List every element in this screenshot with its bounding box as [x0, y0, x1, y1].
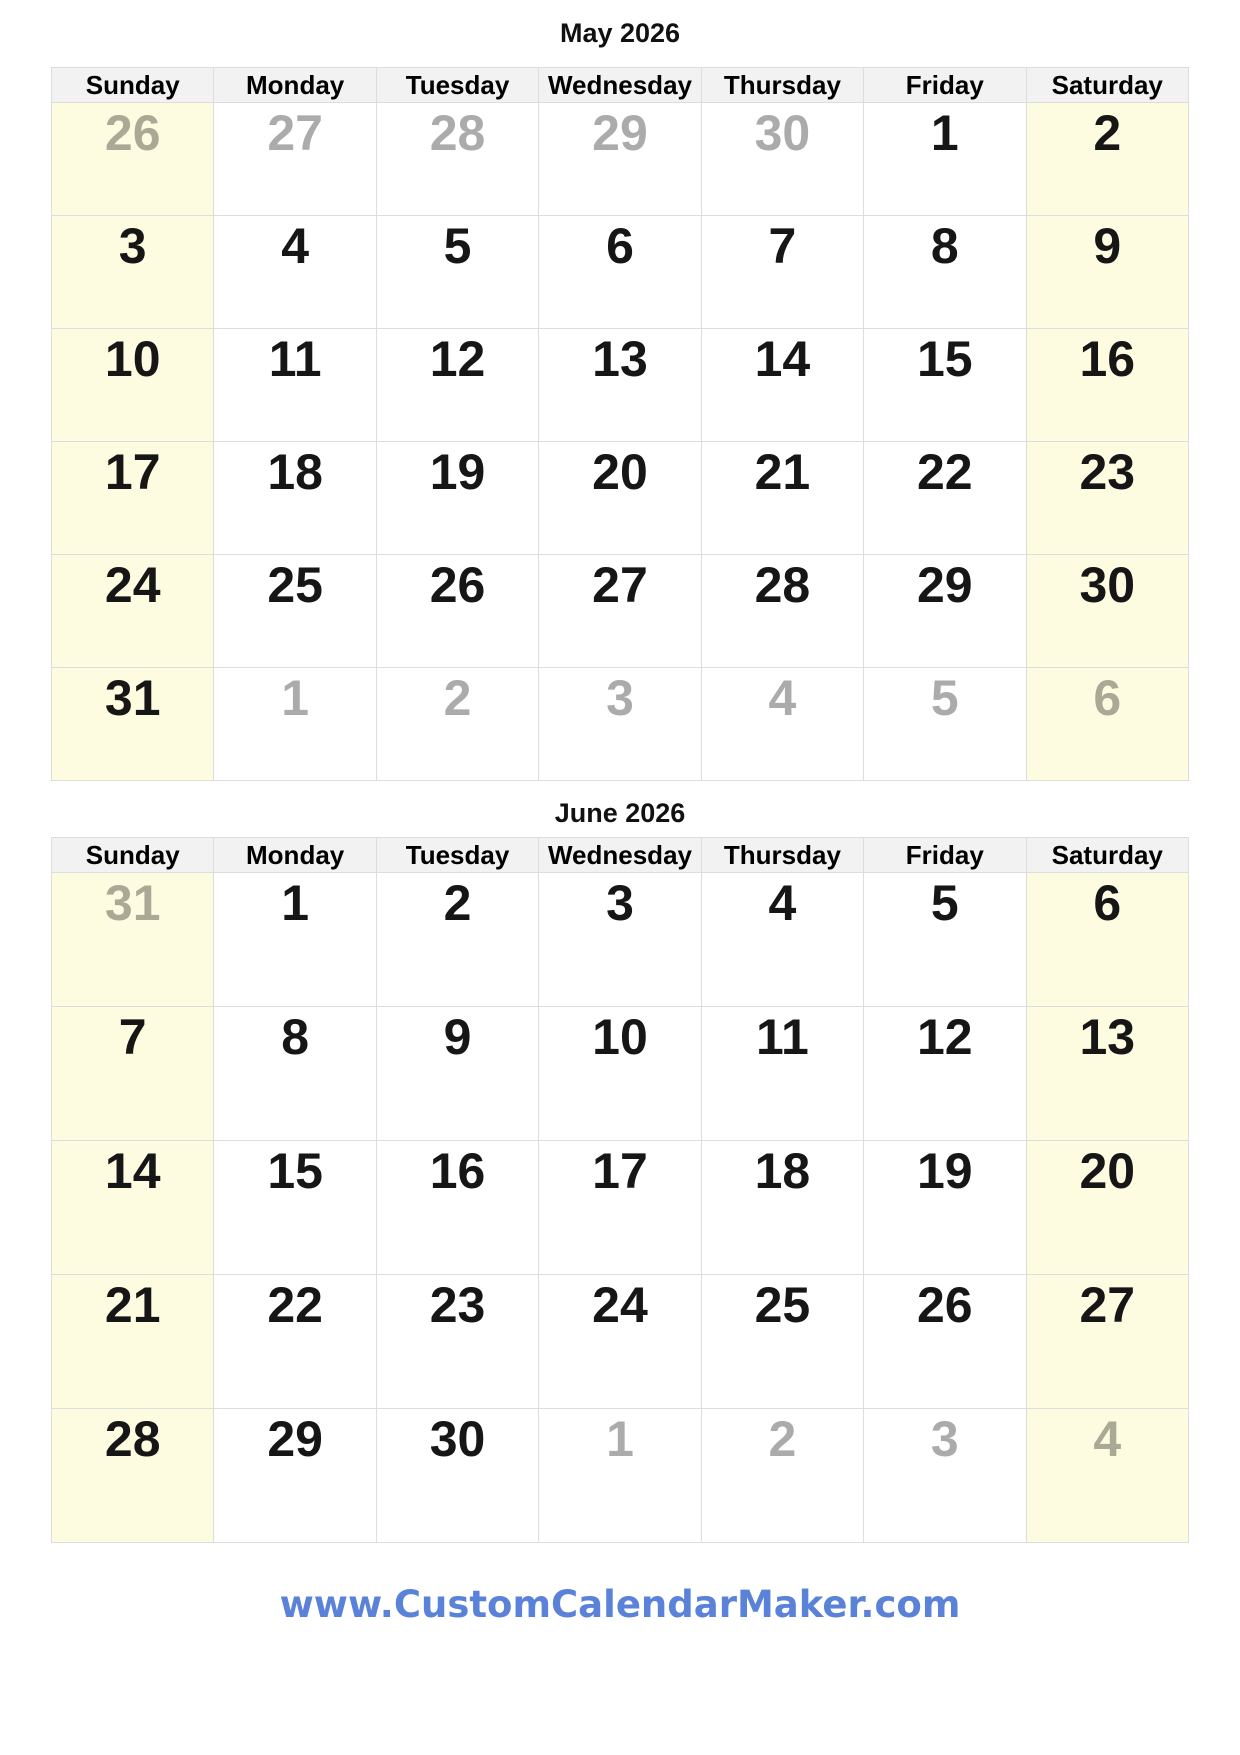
day-cell-june-6: 6 — [1026, 873, 1188, 1007]
day-cell-june-5: 5 — [864, 873, 1026, 1007]
day-header-thursday: Thursday — [701, 68, 863, 103]
day-cell-june-24: 24 — [539, 1275, 701, 1409]
day-header-friday: Friday — [864, 68, 1026, 103]
day-cell-may-2-outside: 2 — [376, 668, 538, 781]
day-cell-june-1: 1 — [214, 873, 376, 1007]
day-header-monday: Monday — [214, 68, 376, 103]
day-cell-may-29: 29 — [864, 555, 1026, 668]
day-cell-june-4: 4 — [701, 873, 863, 1007]
day-cell-june-1-outside: 1 — [539, 1409, 701, 1543]
calendar-month-june — [0, 781, 1240, 1543]
day-cell-june-11: 11 — [701, 1007, 863, 1141]
day-cell-june-9: 9 — [376, 1007, 538, 1141]
day-cell-may-22: 22 — [864, 442, 1026, 555]
day-cell-may-3-outside: 3 — [539, 668, 701, 781]
day-cell-june-31-outside: 31 — [52, 873, 214, 1007]
day-cell-may-31: 31 — [52, 668, 214, 781]
day-cell-june-16: 16 — [376, 1141, 538, 1275]
day-cell-may-28-outside: 28 — [376, 103, 538, 216]
day-cell-june-13: 13 — [1026, 1007, 1188, 1141]
day-cell-may-16: 16 — [1026, 329, 1188, 442]
day-cell-june-12: 12 — [864, 1007, 1026, 1141]
day-cell-june-2-outside: 2 — [701, 1409, 863, 1543]
day-cell-may-30: 30 — [1026, 555, 1188, 668]
day-cell-may-26-outside: 26 — [52, 103, 214, 216]
day-cell-may-1-outside: 1 — [214, 668, 376, 781]
day-cell-may-13: 13 — [539, 329, 701, 442]
day-header-saturday: Saturday — [1026, 838, 1188, 873]
day-cell-june-19: 19 — [864, 1141, 1026, 1275]
day-cell-june-26: 26 — [864, 1275, 1026, 1409]
day-header-sunday: Sunday — [52, 68, 214, 103]
day-header-tuesday: Tuesday — [376, 68, 538, 103]
day-cell-may-2: 2 — [1026, 103, 1188, 216]
week-row — [52, 329, 1189, 442]
day-cell-may-5-outside: 5 — [864, 668, 1026, 781]
day-cell-june-20: 20 — [1026, 1141, 1188, 1275]
day-cell-may-15: 15 — [864, 329, 1026, 442]
day-cell-may-7: 7 — [701, 216, 863, 329]
day-cell-may-18: 18 — [214, 442, 376, 555]
day-cell-may-8: 8 — [864, 216, 1026, 329]
calendar-body-june — [52, 873, 1189, 1543]
week-row — [52, 1141, 1189, 1275]
calendar-table-may — [51, 67, 1189, 781]
day-cell-june-25: 25 — [701, 1275, 863, 1409]
day-cell-may-19: 19 — [376, 442, 538, 555]
week-row — [52, 1409, 1189, 1543]
footer-watermark-link[interactable]: www.CustomCalendarMaker.com — [279, 1583, 961, 1626]
weekday-header — [52, 838, 1189, 873]
day-cell-may-17: 17 — [52, 442, 214, 555]
day-cell-june-2: 2 — [376, 873, 538, 1007]
week-row — [52, 555, 1189, 668]
day-cell-june-14: 14 — [52, 1141, 214, 1275]
day-cell-may-21: 21 — [701, 442, 863, 555]
week-row — [52, 873, 1189, 1007]
week-row — [52, 1275, 1189, 1409]
day-cell-may-20: 20 — [539, 442, 701, 555]
day-header-wednesday: Wednesday — [539, 68, 701, 103]
month-title-may: May 2026 — [559, 18, 681, 48]
calendar-month-may — [0, 0, 1240, 781]
day-header-sunday: Sunday — [52, 838, 214, 873]
day-cell-june-4-outside: 4 — [1026, 1409, 1188, 1543]
day-cell-june-8: 8 — [214, 1007, 376, 1141]
day-cell-may-9: 9 — [1026, 216, 1188, 329]
day-cell-may-10: 10 — [52, 329, 214, 442]
week-row — [52, 103, 1189, 216]
week-row — [52, 668, 1189, 781]
day-cell-may-6: 6 — [539, 216, 701, 329]
day-cell-june-17: 17 — [539, 1141, 701, 1275]
day-cell-june-3-outside: 3 — [864, 1409, 1026, 1543]
day-header-wednesday: Wednesday — [539, 838, 701, 873]
day-cell-june-15: 15 — [214, 1141, 376, 1275]
weekday-header-row — [52, 838, 1189, 873]
month-title-june: June 2026 — [554, 798, 686, 828]
day-cell-june-30: 30 — [376, 1409, 538, 1543]
week-row — [52, 216, 1189, 329]
week-row — [52, 442, 1189, 555]
calendar-table-june — [51, 837, 1189, 1543]
weekday-header — [52, 68, 1189, 103]
day-header-friday: Friday — [864, 838, 1026, 873]
day-cell-june-28: 28 — [52, 1409, 214, 1543]
day-header-saturday: Saturday — [1026, 68, 1188, 103]
day-cell-may-5: 5 — [376, 216, 538, 329]
calendar-body-may — [52, 103, 1189, 781]
day-cell-may-11: 11 — [214, 329, 376, 442]
day-header-tuesday: Tuesday — [376, 838, 538, 873]
day-cell-may-30-outside: 30 — [701, 103, 863, 216]
day-cell-may-4: 4 — [214, 216, 376, 329]
day-cell-may-12: 12 — [376, 329, 538, 442]
day-cell-june-10: 10 — [539, 1007, 701, 1141]
day-cell-june-18: 18 — [701, 1141, 863, 1275]
week-row — [52, 1007, 1189, 1141]
day-cell-may-1: 1 — [864, 103, 1026, 216]
day-cell-june-27: 27 — [1026, 1275, 1188, 1409]
day-cell-may-3: 3 — [52, 216, 214, 329]
day-header-monday: Monday — [214, 838, 376, 873]
day-cell-may-27-outside: 27 — [214, 103, 376, 216]
weekday-header-row — [52, 68, 1189, 103]
day-cell-may-14: 14 — [701, 329, 863, 442]
day-cell-may-28: 28 — [701, 555, 863, 668]
day-header-thursday: Thursday — [701, 838, 863, 873]
day-cell-june-29: 29 — [214, 1409, 376, 1543]
day-cell-may-25: 25 — [214, 555, 376, 668]
day-cell-may-4-outside: 4 — [701, 668, 863, 781]
day-cell-june-3: 3 — [539, 873, 701, 1007]
day-cell-june-21: 21 — [52, 1275, 214, 1409]
day-cell-may-23: 23 — [1026, 442, 1188, 555]
day-cell-may-6-outside: 6 — [1026, 668, 1188, 781]
day-cell-may-24: 24 — [52, 555, 214, 668]
day-cell-may-26: 26 — [376, 555, 538, 668]
day-cell-june-7: 7 — [52, 1007, 214, 1141]
day-cell-may-27: 27 — [539, 555, 701, 668]
day-cell-may-29-outside: 29 — [539, 103, 701, 216]
day-cell-june-22: 22 — [214, 1275, 376, 1409]
day-cell-june-23: 23 — [376, 1275, 538, 1409]
